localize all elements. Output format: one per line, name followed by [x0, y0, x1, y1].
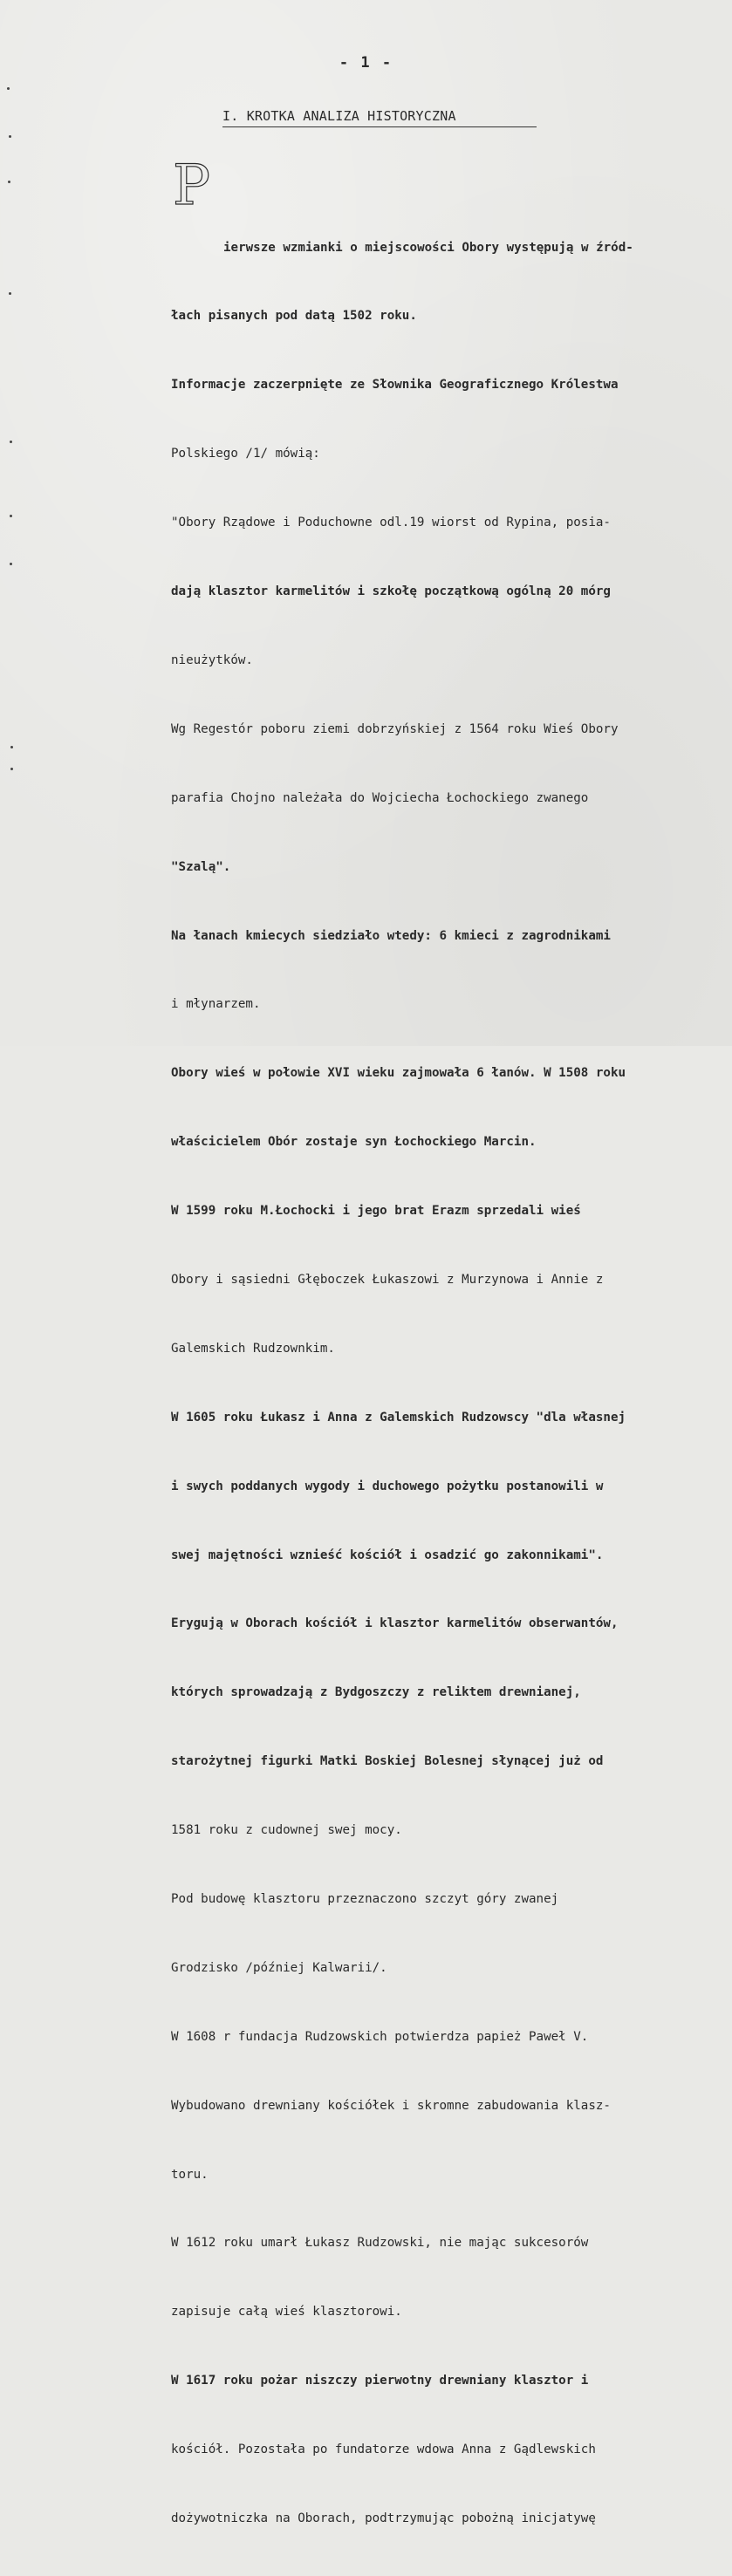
text-line: Wg Regestór poboru ziemi dobrzyńskiej z 1564 roku Wieś Obory	[171, 721, 619, 736]
text-line: dają klasztor karmelitów i szkołę początkową ogólną 20 mórg	[171, 584, 611, 599]
text-line: W 1605 roku Łukasz i Anna z Galemskich Rudzowscy "dla własnej	[171, 1410, 626, 1425]
heading-underline	[222, 126, 537, 127]
text-line: Informacje zaczerpnięte ze Słownika Geograficznego Królestwa	[171, 378, 619, 393]
page-number: - 1 -	[339, 54, 393, 72]
text-line: W 1608 r fundacja Rudzowskich potwierdza papież Paweł V.	[171, 2029, 589, 2044]
text-line: nieużytków.	[171, 653, 253, 667]
text-line: Na łanach kmiecych siedziało wtedy: 6 kmieci z zagrodnikami	[171, 928, 611, 943]
text-line: toru.	[171, 2167, 209, 2182]
binding-hole-marks	[5, 0, 17, 1046]
dropcap-glyph: P	[173, 154, 211, 218]
text-line: Wybudowano drewniany kościółek i skromne zabudowania klasz-	[171, 2098, 611, 2113]
text-line: Erygują w Oborach kościół i klasztor karmelitów obserwantów,	[171, 1616, 619, 1631]
text-line: "Obory Rządowe i Poduchowne odl.19 wiorst od Rypina, posia-	[171, 516, 611, 530]
text-line: parafia Chojno należała do Wojciecha Łochockiego zwanego	[171, 790, 589, 805]
text-line: Obory wieś w połowie XVI wieku zajmowała 6 łanów. W 1508 roku	[171, 1066, 626, 1081]
text-line: Grodzisko /później Kalwarii/.	[171, 1960, 387, 1975]
text-line: W 1617 roku pożar niszczy pierwotny drewniany klasztor i	[171, 2374, 589, 2388]
text-line: "Szalą".	[171, 859, 231, 874]
section-heading: I. KROTKA ANALIZA HISTORYCZNA	[222, 108, 456, 124]
text-line: właścicielem Obór zostaje syn Łochockiego Marcin.	[171, 1135, 537, 1150]
text-line: W 1599 roku M.Łochocki i jego brat Erazm sprzedali wieś	[171, 1204, 581, 1219]
body-text	[171, 190, 714, 2576]
text-line: Galemskich Rudzownkim.	[171, 1341, 335, 1356]
text-line: W 1612 roku umarł Łukasz Rudzowski, nie mając sukcesorów	[171, 2236, 589, 2251]
text-line: których sprowadzają z Bydgoszczy z reliktem drewnianej,	[171, 1685, 581, 1700]
text-line: zapisuje całą wieś klasztorowi.	[171, 2305, 402, 2320]
text-line: i młynarzem.	[171, 997, 261, 1012]
text-line: Obory i sąsiedni Głęboczek Łukaszowi z Murzynowa i Annie z	[171, 1272, 604, 1287]
text-line: łach pisanych pod datą 1502 roku.	[171, 309, 417, 324]
text-line: Polskiego /1/ mówią:	[171, 447, 320, 461]
text-line: Pod budowę klasztoru przeznaczono szczyt góry zwanej	[171, 1891, 559, 1906]
text-line: i swych poddanych wygody i duchowego pożytku postanowili w	[171, 1479, 604, 1493]
text-line: dożywotniczka na Oborach, podtrzymując pobożną inicjatywę	[171, 2511, 596, 2525]
text-line: kościół. Pozostała po fundatorze wdowa Anna z Gądlewskich	[171, 2443, 596, 2457]
text-line: starożytnej figurki Matki Boskiej Bolesnej słynącej już od	[171, 1754, 604, 1769]
text-line: swej majętności wznieść kościół i osadzić go zakonnikami".	[171, 1548, 604, 1562]
text-line: ierwsze wzmianki o miejscowości Obory występują w źród-	[223, 240, 633, 255]
text-line: 1581 roku z cudownej swej mocy.	[171, 1823, 402, 1838]
